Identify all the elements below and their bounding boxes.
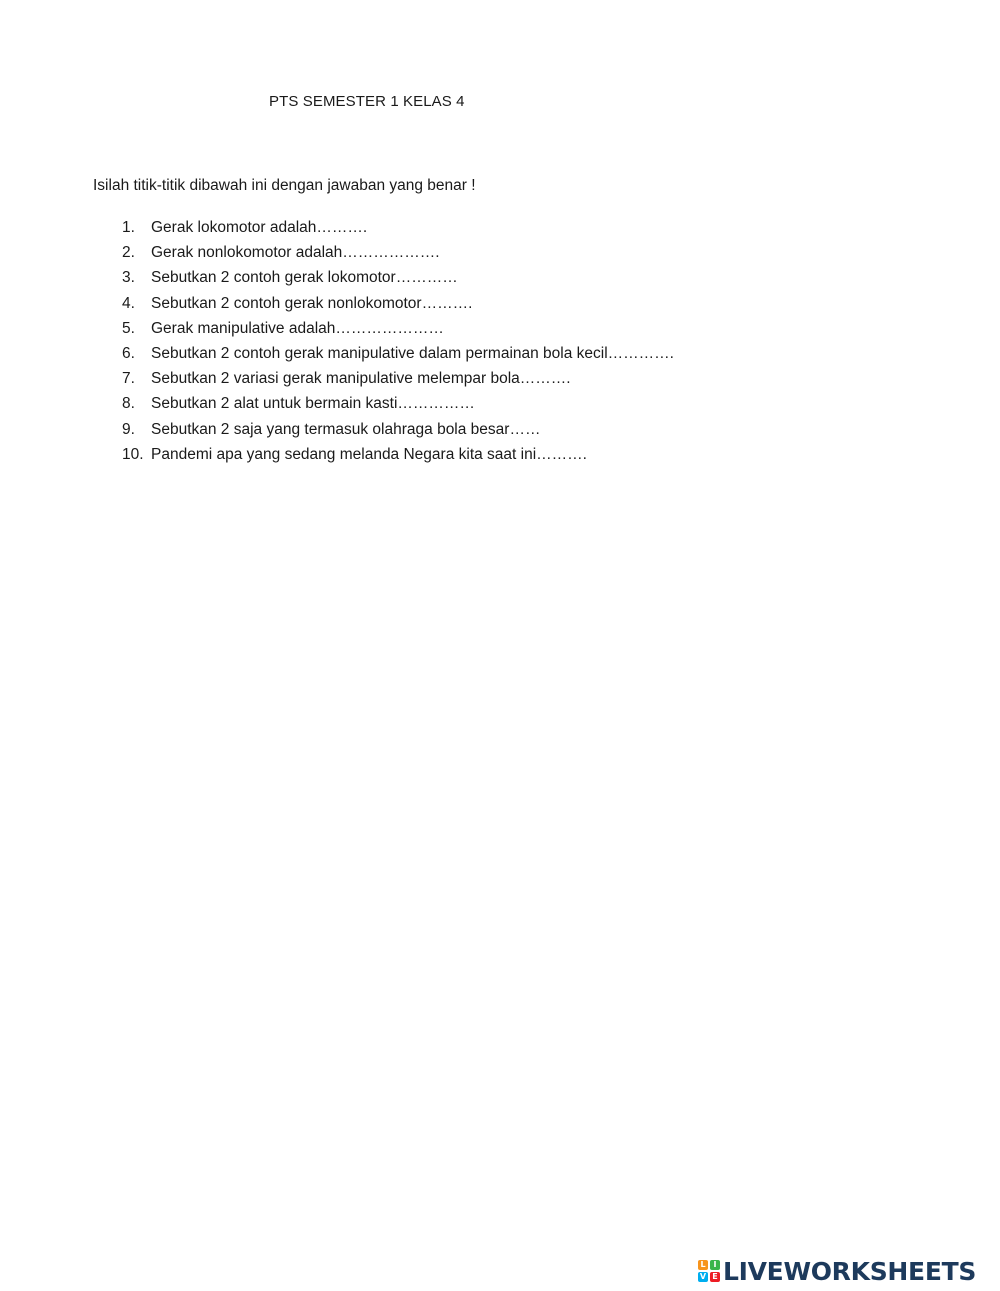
logo-tile: V bbox=[699, 1272, 707, 1281]
question-text: Sebutkan 2 variasi gerak manipulative melempar bola………. bbox=[151, 370, 571, 388]
liveworksheets-brand bbox=[698, 1256, 976, 1286]
question-number: 3. bbox=[122, 269, 135, 287]
question-text: Sebutkan 2 contoh gerak lokomotor………… bbox=[151, 269, 458, 287]
logo-tile: E bbox=[710, 1272, 720, 1282]
question-number: 7. bbox=[122, 370, 135, 388]
question-text: Sebutkan 2 saja yang termasuk olahraga bola besar…… bbox=[151, 420, 541, 438]
question-text: Sebutkan 2 contoh gerak nonlokomotor………. bbox=[151, 294, 473, 312]
question-number: 5. bbox=[122, 319, 135, 337]
question-text: Pandemi apa yang sedang melanda Negara kita saat ini………. bbox=[151, 445, 587, 463]
question-number: 6. bbox=[122, 344, 135, 362]
logo-tile: I bbox=[710, 1260, 720, 1270]
brand-name: LIVEWORKSHEETS bbox=[723, 1256, 977, 1286]
question-number: 8. bbox=[122, 395, 135, 413]
page-title: PTS SEMESTER 1 KELAS 4 bbox=[269, 93, 465, 110]
liveworksheets-logo-icon bbox=[698, 1260, 720, 1282]
question-text: Gerak lokomotor adalah………. bbox=[151, 219, 368, 236]
question-text: Gerak manipulative adalah………………… bbox=[151, 319, 444, 337]
question-number: 9. bbox=[122, 420, 135, 438]
question-number: 10. bbox=[122, 445, 144, 463]
question-text: Sebutkan 2 contoh gerak manipulative dalam permainan bola kecil…………. bbox=[151, 344, 674, 362]
question-text: Gerak nonlokomotor adalah………………. bbox=[151, 244, 440, 262]
question-number: 2. bbox=[122, 244, 135, 262]
question-text: Sebutkan 2 alat untuk bermain kasti…………… bbox=[151, 395, 475, 413]
question-number: 4. bbox=[122, 294, 135, 312]
question-number: 1. bbox=[122, 219, 135, 236]
logo-tile: L bbox=[698, 1260, 708, 1270]
instruction-text: Isilah titik-titik dibawah ini dengan jawaban yang benar ! bbox=[93, 177, 476, 194]
